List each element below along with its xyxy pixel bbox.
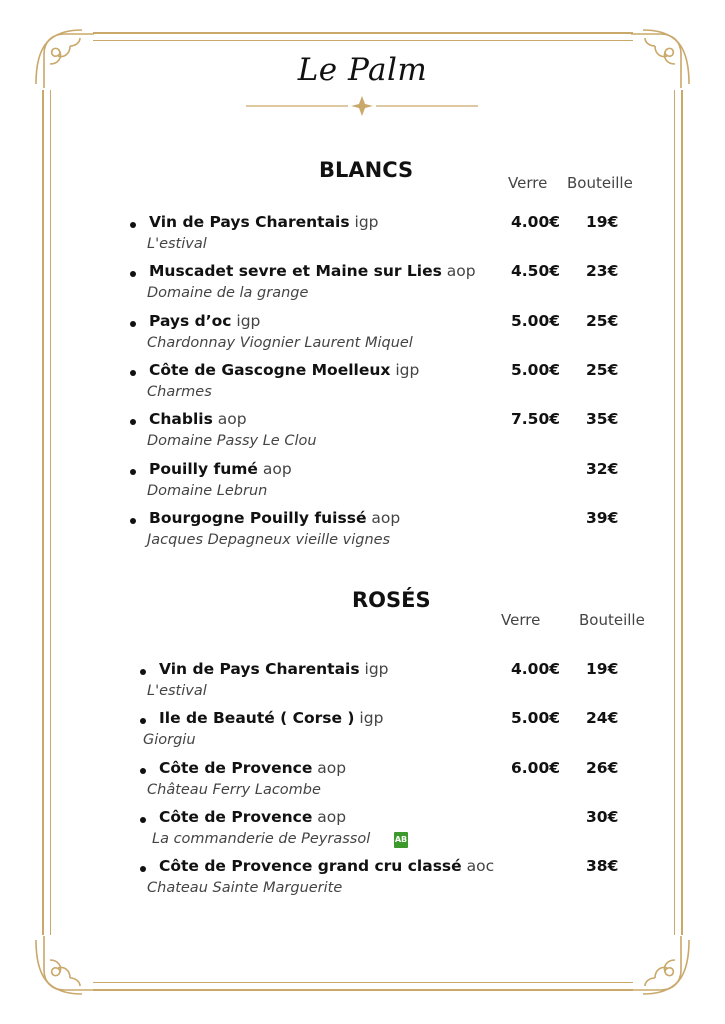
price-glass: 5.00€ — [511, 311, 561, 330]
wine-appellation: Pouilly fumé — [149, 459, 258, 478]
restaurant-title: Le Palm — [297, 52, 428, 88]
price-bottle: 32€ — [586, 459, 619, 478]
wine-appellation: Côte de Provence — [159, 758, 313, 777]
wine-classification: igp — [354, 709, 384, 728]
price-bottle: 19€ — [586, 213, 619, 231]
wine-classification: aop — [212, 410, 247, 429]
price-bottle: 35€ — [586, 410, 619, 429]
list-bullet — [140, 866, 146, 872]
column-header-bottle: Bouteille — [567, 174, 633, 192]
wine-name — [159, 660, 389, 678]
wine-appellation: Bourgogne Pouilly fuissé — [149, 508, 367, 527]
column-header-bottle: Bouteille — [579, 611, 645, 629]
wine-producer: Château Ferry Lacombe — [147, 781, 321, 798]
wine-name — [149, 509, 400, 527]
frame-bottom-outer — [93, 989, 633, 991]
wine-name — [159, 709, 383, 727]
wine-classification: aop — [441, 262, 476, 281]
frame-top-outer — [93, 32, 633, 34]
wine-appellation: Vin de Pays Charentais — [159, 660, 360, 678]
section-title-roses: ROSÉS — [352, 588, 431, 612]
column-header-glass: Verre — [501, 611, 541, 629]
wine-name — [149, 410, 247, 428]
wine-appellation: Vin de Pays Charentais — [149, 213, 350, 231]
wine-producer: Domaine Lebrun — [147, 482, 268, 499]
list-bullet — [130, 321, 136, 327]
wine-classification: aop — [312, 758, 347, 777]
list-bullet — [130, 222, 136, 228]
wine-classification: aop — [366, 508, 401, 527]
price-bottle: 24€ — [586, 709, 619, 728]
list-bullet — [130, 370, 136, 376]
price-glass: 4.00€ — [511, 660, 561, 678]
price-glass: 5.00€ — [511, 360, 561, 379]
wine-appellation: Pays d’oc — [149, 311, 232, 330]
wine-producer: Domaine de la grange — [147, 285, 309, 302]
price-glass: 4.50€ — [511, 262, 561, 281]
price-glass: 7.50€ — [511, 410, 561, 429]
wine-producer: Charmes — [147, 383, 212, 400]
wine-classification: aop — [257, 459, 292, 478]
wine-producer: Giorgiu — [143, 732, 196, 749]
list-bullet — [130, 419, 136, 425]
wine-name — [149, 262, 476, 280]
wine-name — [149, 312, 260, 330]
wine-classification: aop — [312, 807, 347, 826]
frame-right-inner — [674, 90, 675, 935]
wine-appellation: Côte de Provence — [159, 807, 313, 826]
price-glass: 5.00€ — [511, 709, 561, 728]
wine-name — [159, 759, 346, 777]
wine-producer: La commanderie de Peyrassol — [152, 830, 371, 847]
wine-classification: igp — [231, 311, 261, 330]
frame-left-inner — [50, 90, 51, 935]
price-bottle: 30€ — [586, 807, 619, 826]
price-bottle: 38€ — [586, 857, 619, 876]
list-bullet — [140, 718, 146, 724]
price-bottle: 19€ — [586, 660, 619, 678]
wine-name — [159, 808, 346, 826]
wine-appellation: Chablis — [149, 410, 213, 429]
wine-classification: aoc — [461, 857, 495, 876]
wine-appellation: Côte de Provence grand cru classé — [159, 857, 462, 876]
list-bullet — [130, 469, 136, 475]
section-title-blancs: BLANCS — [319, 158, 414, 182]
wine-classification: igp — [349, 213, 379, 231]
wine-name — [149, 213, 379, 231]
price-glass: 4.00€ — [511, 213, 561, 231]
wine-name — [149, 460, 292, 478]
wine-producer: Chateau Sainte Marguerite — [147, 880, 343, 897]
price-bottle: 25€ — [586, 360, 619, 379]
frame-bottom-inner — [93, 982, 633, 983]
wine-producer: L'estival — [147, 683, 207, 699]
corner-ornament-bottom-left — [30, 936, 94, 1000]
title-divider-ornament — [246, 94, 478, 118]
wine-name — [159, 857, 494, 875]
wine-classification: igp — [390, 360, 420, 379]
price-bottle: 25€ — [586, 311, 619, 330]
frame-left-outer — [42, 90, 44, 935]
list-bullet — [140, 817, 146, 823]
corner-ornament-bottom-right — [631, 936, 695, 1000]
list-bullet — [140, 768, 146, 774]
wine-appellation: Muscadet sevre et Maine sur Lies — [149, 262, 442, 281]
price-bottle: 26€ — [586, 758, 619, 777]
wine-producer: Domaine Passy Le Clou — [147, 433, 317, 450]
price-bottle: 39€ — [586, 508, 619, 527]
organic-ab-icon: AB — [394, 832, 408, 848]
list-bullet — [140, 669, 146, 675]
wine-name — [149, 361, 419, 379]
wine-appellation: Côte de Gascogne Moelleux — [149, 360, 391, 379]
column-header-glass: Verre — [508, 174, 548, 192]
wine-producer: Chardonnay Viognier Laurent Miquel — [147, 334, 413, 351]
price-glass: 6.00€ — [511, 758, 561, 777]
frame-top-inner — [93, 40, 633, 41]
wine-appellation: Ile de Beauté ( Corse ) — [159, 709, 355, 728]
wine-producer: Jacques Depagneux vieille vignes — [147, 531, 391, 548]
frame-right-outer — [681, 90, 683, 935]
list-bullet — [130, 518, 136, 524]
wine-classification: igp — [359, 660, 389, 678]
wine-producer: L'estival — [147, 236, 207, 252]
price-bottle: 23€ — [586, 262, 619, 281]
list-bullet — [130, 271, 136, 277]
